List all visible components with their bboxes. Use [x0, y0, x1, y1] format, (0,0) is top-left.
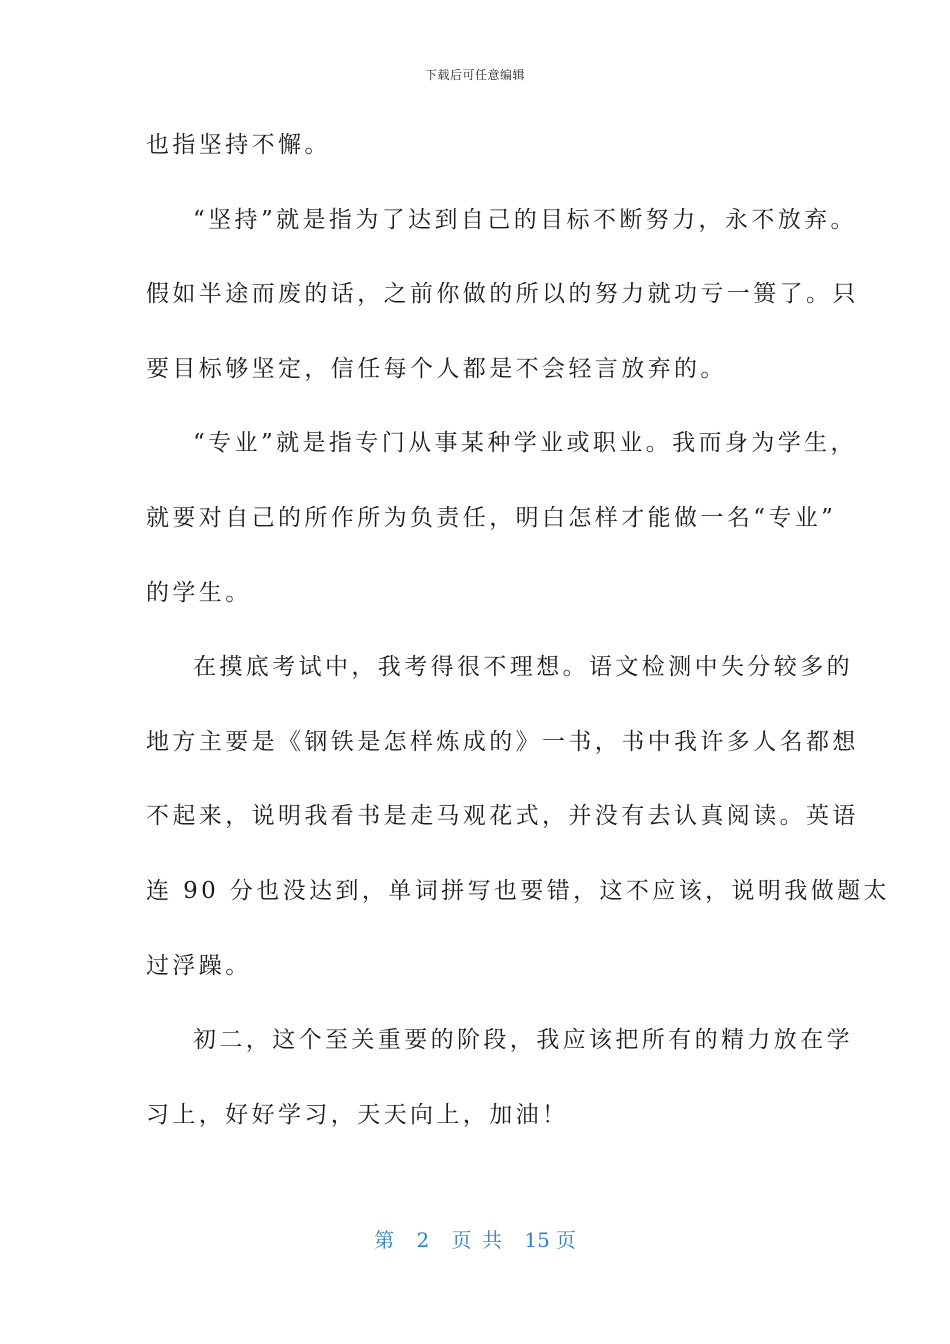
paragraph-start-line: 在摸底考试中，我考得很不理想。语文检测中失分较多的	[193, 654, 853, 681]
page-header-note: 下载后可任意编辑	[424, 68, 525, 82]
body-line: 习上，好好学习，天天向上，加油！	[146, 1101, 569, 1128]
body-line: 地方主要是《钢铁是怎样炼成的》一书，书中我许多人名都想	[146, 728, 859, 755]
body-line: 连 90 分也没达到，单词拼写也要错，这不应该，说明我做题太	[146, 877, 890, 904]
body-line: 也指坚持不懈。	[146, 132, 331, 158]
page-number-footer	[0, 1224, 950, 1253]
page-prefix: 第	[374, 1228, 395, 1252]
page-middle-text: 页 共	[451, 1228, 502, 1252]
body-line: 不起来，说明我看书是走马观花式，并没有去认真阅读。英语	[146, 803, 859, 830]
page-suffix: 页	[555, 1228, 576, 1252]
body-line: 假如半途而废的话，之前你做的所以的努力就功亏一篑了。只	[146, 281, 859, 308]
paragraph-start-line: “坚持”就是指为了达到自己的目标不断努力，永不放弃。	[193, 206, 857, 233]
body-line: 的学生。	[146, 579, 252, 606]
current-page-number: 2	[416, 1228, 430, 1252]
paragraph-start-line: 初二，这个至关重要的阶段，我应该把所有的精力放在学	[193, 1027, 853, 1054]
body-line: 要目标够坚定，信任每个人都是不会轻言放弃的。	[146, 355, 727, 382]
paragraph-start-line: “专业”就是指专门从事某种学业或职业。我而身为学生，	[193, 430, 857, 457]
document-body	[146, 120, 890, 1164]
body-line: 过浮躁。	[146, 952, 252, 979]
body-line: 就要对自己的所作所为负责任，明白怎样才能做一名“专业”	[146, 504, 837, 531]
total-pages-number: 15	[524, 1228, 550, 1252]
